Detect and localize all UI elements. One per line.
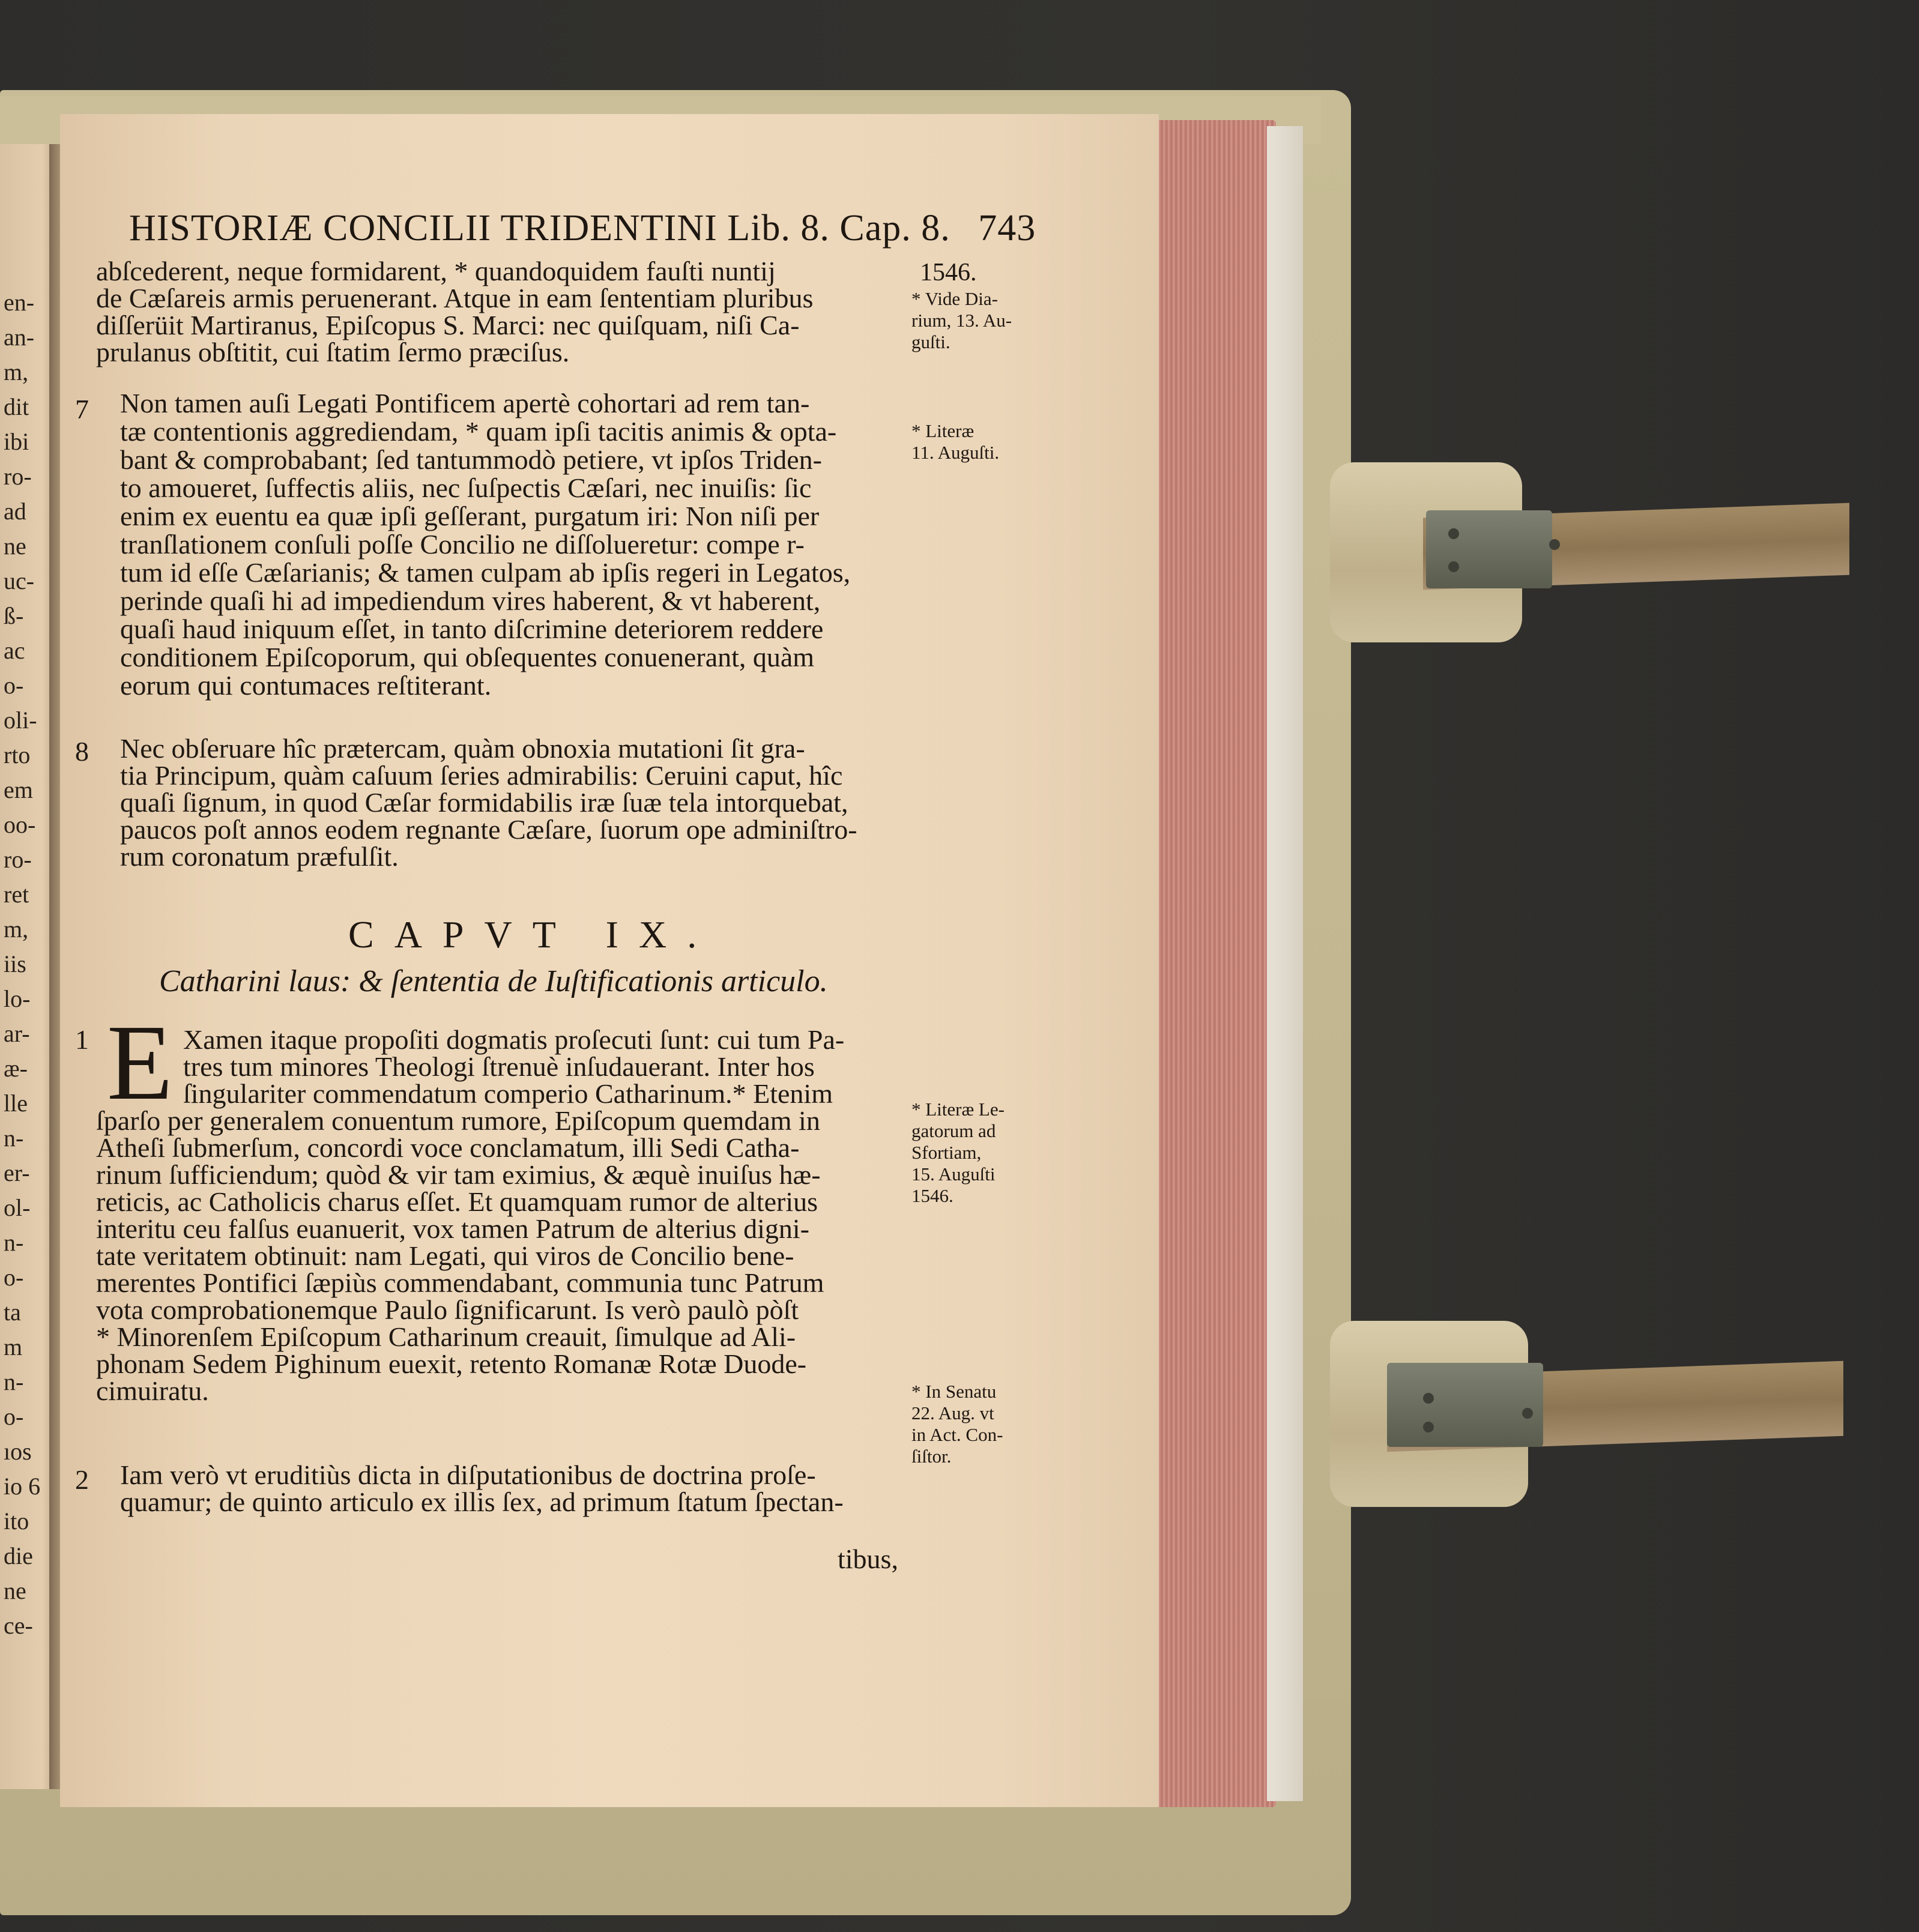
text-line: quaſi ſignum, in quod Cæſar formidabilis iræ ſuæ tela intorquebat, [120,787,848,818]
margin-note-line: 11. Auguſti. [911,442,1000,463]
text-line: interitu ceu falſus euanuerit, vox tamen Patrum de alterius digni- [96,1213,809,1244]
left-page-fragment: ce- [4,1612,33,1639]
left-page-fragment: m, [4,358,29,385]
margin-note-line: 1546. [911,1185,953,1206]
page-block-end [1267,126,1303,1801]
left-page-fragment: ne [4,533,26,560]
margin-note-line: 22. Aug. vt [911,1402,994,1423]
text-line: diſſerüit Martiranus, Epiſcopus S. Marci: nec quiſquam, niſi Ca- [96,310,800,340]
margin-year: 1546. [920,259,977,286]
lower-clasp-rivet [1423,1393,1434,1404]
text-line: cimuiratu. [96,1375,209,1406]
left-page-fragment: en- [4,289,35,316]
left-page-fragment: oo- [4,811,36,838]
margin-note-line: rium, 13. Au- [911,310,1012,331]
text-line: Xamen itaque propoſiti dogmatis proſecuti ſunt: cui tum Pa- [183,1024,845,1055]
left-page-fragment: n- [4,1368,24,1395]
left-page-fragment: ar- [4,1020,30,1047]
margin-note-line: guſti. [911,331,950,352]
lower-clasp-plate [1387,1363,1543,1447]
text-line: prulanus obſtitit, cui ſtatim ſermo præciſus. [96,337,570,367]
catchword: tibus, [838,1544,898,1574]
text-line: merentes Pontifici ſæpiùs commendabant, communia tunc Patrum [96,1267,824,1298]
paragraph-number: 7 [75,394,89,424]
right-page [60,114,1159,1807]
margin-note-line: in Act. Con- [911,1424,1003,1445]
page-block-edges [1156,120,1276,1807]
left-page-fragment: iis [4,950,26,977]
lower-clasp-rivet [1522,1408,1533,1419]
chapter-subtitle: Catharini laus: & ſententia de Iuſtificationis articulo. [159,964,828,998]
left-page-fragment: o- [4,1264,24,1291]
text-line: tæ contentionis aggrediendam, * quam ipſi tacitis animis & opta- [120,416,837,447]
text-line: quaſi haud iniquum eſſet, in tanto diſcrimine deteriorem reddere [120,614,824,644]
left-page-fragment: er- [4,1159,30,1186]
margin-note-line: * Vide Dia- [911,288,998,309]
paragraph-number: 8 [75,736,89,767]
upper-clasp-rivet [1549,539,1560,550]
margin-note-line: * Literæ Le- [911,1099,1005,1120]
text-line: rinum ſufficiendum; quòd & vir tam eximius, & æquè inuiſus hæ- [96,1159,821,1190]
drop-cap: E [107,1003,173,1122]
text-line: tranſlationem conſuli poſſe Concilio ne diſſolueretur: compe r- [120,529,805,560]
left-page-fragment: rto [4,741,31,768]
text-line: * Minorenſem Epiſcopum Catharinum creauit, ſimulque ad Ali- [96,1321,796,1352]
left-page-fragment: dit [4,393,29,420]
text-line: Non tamen auſi Legati Pontificem apertè cohortari ad rem tan- [120,388,810,418]
text-line: tum id eſſe Cæſarianis; & tamen culpam ab ipſis regeri in Legatos, [120,557,851,588]
left-page-fragment: ito [4,1508,29,1535]
left-page-fragment: ret [4,881,29,908]
left-page-fragment: uc- [4,567,35,594]
left-page-fragment: oli- [4,707,37,734]
left-page-fragment: ro- [4,463,32,490]
upper-clasp-rivet [1448,561,1459,572]
left-page-fragment: æ- [4,1055,28,1082]
left-page-fragment: ad [4,498,26,525]
margin-note-line: * Literæ [911,420,975,441]
text-line: Iam verò vt eruditiùs dicta in diſputationibus de doctrina proſe- [120,1460,816,1490]
text-line: Atheſi ſubmerſum, concordi voce conclamatum, illi Sedi Catha- [96,1132,800,1163]
left-page-fragment: ne [4,1577,26,1604]
text-line: paucos poſt annos eodem regnante Cæſare, ſuorum ope adminiſtro- [120,814,857,845]
left-page-fragment: ß- [4,602,24,629]
text-line: to amoueret, ſuffectis aliis, nec ſuſpectis Cæſari, nec inuiſis: ſic [120,472,812,503]
margin-note-line: Sfortiam, [911,1142,982,1163]
text-line: quamur; de quinto articulo ex illis ſex, ad primum ſtatum ſpectan- [120,1487,844,1517]
running-title: HISTORIÆ CONCILII TRIDENTINI Lib. 8. Cap. 8. [129,208,950,249]
text-line: perinde quaſi hi ad impediendum vires haberent, & vt haberent, [120,585,821,616]
left-page-fragment: em [4,776,33,803]
text-line: tia Principum, quàm caſuum ſeries admirabilis: Ceruini caput, hîc [120,760,843,791]
margin-note-line: ſiſtor. [911,1446,952,1467]
chapter-heading: CAPVT IX. [348,913,718,956]
page-number: 743 [978,208,1036,249]
left-page-fragment: o- [4,1403,24,1430]
text-line: tres tum minores Theologi ſtrenuè inſudauerant. Inter hos [183,1051,815,1082]
text-line: abſcederent, neque formidarent, * quandoquidem fauſti nuntij [96,256,776,286]
left-page-fragment: ıos [4,1438,32,1465]
lower-clasp-rivet [1423,1422,1434,1432]
left-page-fragment: o- [4,672,24,699]
left-page-fragment: lle [4,1090,28,1117]
paragraph-number: 1 [75,1024,89,1055]
text-line: bant & comprobabant; ſed tantummodò petiere, vt ipſos Triden- [120,444,822,475]
running-header [129,207,1036,250]
upper-clasp-plate [1426,510,1552,588]
text-line: conditionem Epiſcoporum, qui obſequentes conuenerant, quàm [120,642,815,672]
margin-note-line: gatorum ad [911,1120,996,1141]
text-line: de Cæſareis armis peruenerant. Atque in eam ſententiam pluribus [96,283,814,313]
left-page-fragment: io 6 [4,1473,41,1500]
left-page-fragment: ro- [4,846,32,873]
upper-clasp-rivet [1448,528,1459,539]
left-page-fragment: n- [4,1229,24,1256]
left-page-fragment: m, [4,916,29,943]
margin-note-line: * In Senatu [911,1381,997,1402]
text-line: tate veritatem obtinuit: nam Legati, qui viros de Concilio bene- [96,1240,794,1271]
left-page-fragment: n- [4,1124,24,1152]
text-line: reticis, ac Catholicis charus eſſet. Et quamquam rumor de alterius [96,1186,818,1217]
left-page-fragment: an- [4,324,35,351]
text-line: vota comprobationemque Paulo ſignificarunt. Is verò paulò pòſt [96,1294,799,1325]
left-page-fragment: lo- [4,985,31,1012]
text-line: ſingulariter commendatum comperio Catharinum.* Etenim [183,1078,833,1109]
left-page-fragment: ta [4,1299,21,1326]
text-line: eorum qui contumaces reſtiterant. [120,670,492,701]
text-line: phonam Sedem Pighinum euexit, retento Romanæ Rotæ Duode- [96,1348,807,1379]
text-line: Nec obſeruare hîc prætercam, quàm obnoxia mutationi ſit gra- [120,733,805,764]
paragraph-number: 2 [75,1464,89,1495]
text-line: rum coronatum præfulſit. [120,841,399,872]
left-page-fragment: ibi [4,428,29,455]
left-page-fragment: ac [4,637,25,664]
margin-note-line: 15. Auguſti [911,1164,996,1185]
left-page-fragment: m [4,1333,23,1360]
text-line: enim ex euentu ea quæ ipſi geſſerant, purgatum iri: Non niſi per [120,501,820,531]
left-page-fragment: die [4,1542,33,1569]
left-page-fragment: ol- [4,1194,31,1221]
text-line: ſparſo per generalem conuentum rumore, Epiſcopum quemdam in [96,1105,820,1136]
